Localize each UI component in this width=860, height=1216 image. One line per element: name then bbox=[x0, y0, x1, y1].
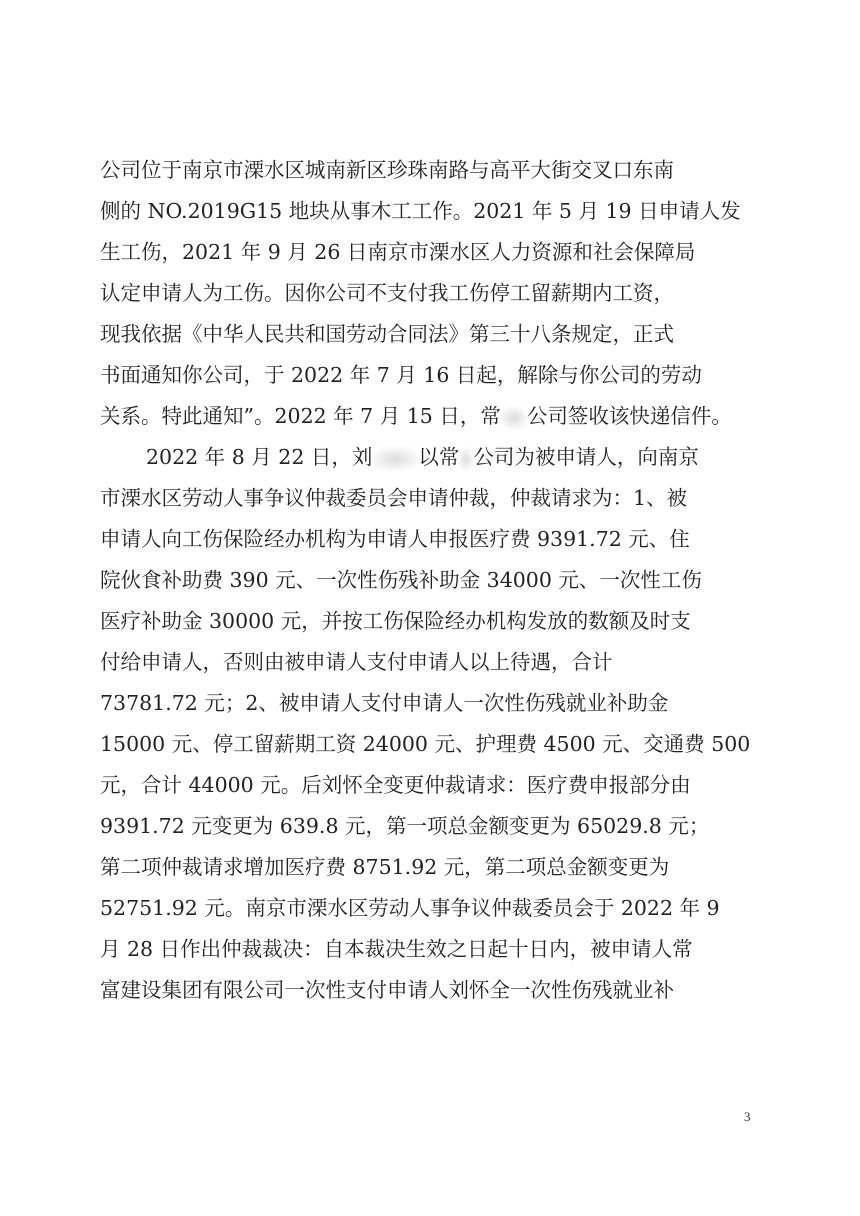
body-line-9: 市溧水区劳动人事争议仲裁委员会申请仲裁，仲裁请求为：1、被 bbox=[100, 486, 688, 510]
line8-text-a: 2022 年 8 月 22 日，刘 bbox=[146, 445, 373, 469]
body-line-4: 认定申请人为工伤。因你公司不支付我工伤停工留薪期内工资， bbox=[100, 281, 674, 305]
body-line-16: 元，合计 44000 元。后刘怀全变更仲裁请求：医疗费申报部分由 bbox=[100, 773, 691, 797]
body-line-5: 现我依据《中华人民共和国劳动合同法》第三十八条规定，正式 bbox=[100, 322, 674, 346]
body-line-20: 月 28 日作出仲裁裁决：自本裁决生效之日起十日内，被申请人常 bbox=[100, 937, 693, 961]
body-line-15: 15000 元、停工留薪期工资 24000 元、护理费 4500 元、交通费 500 bbox=[100, 732, 751, 756]
line7-text-b: 公司签收该快递信件。 bbox=[526, 404, 732, 428]
body-line-6: 书面通知你公司，于 2022 年 7 月 16 日起，解除与你公司的劳动 bbox=[100, 363, 702, 387]
body-line-10: 申请人向工伤保险经办机构为申请人申报医疗费 9391.72 元、住 bbox=[100, 527, 690, 551]
line7-text-a: 关系。特此通知”。2022 年 7 月 15 日，常 bbox=[100, 404, 501, 428]
page-number: 3 bbox=[744, 1109, 751, 1124]
redaction-blur bbox=[459, 448, 473, 470]
paragraph-2-first-line bbox=[146, 439, 699, 475]
body-line-21: 富建设集团有限公司一次性支付申请人刘怀全一次性伤残就业补 bbox=[100, 978, 674, 1002]
body-line-13: 付给申请人，否则由被申请人支付申请人以上待遇，合计 bbox=[100, 650, 613, 674]
body-line-7 bbox=[100, 398, 732, 434]
body-line-17: 9391.72 元变更为 639.8 元，第一项总金额变更为 65029.8 元； bbox=[100, 814, 710, 838]
redaction-blur bbox=[372, 448, 418, 470]
body-line-19: 52751.92 元。南京市溧水区劳动人事争议仲裁委员会于 2022 年 9 bbox=[100, 896, 720, 920]
redaction-blur bbox=[501, 407, 527, 429]
body-line-3: 生工伤，2021 年 9 月 26 日南京市溧水区人力资源和社会保障局 bbox=[100, 240, 696, 264]
body-line-18: 第二项仲裁请求增加医疗费 8751.92 元，第二项总金额变更为 bbox=[100, 855, 670, 879]
body-line-1: 公司位于南京市溧水区城南新区珍珠南路与高平大街交叉口东南 bbox=[100, 158, 674, 182]
line8-text-b: 以常 bbox=[418, 445, 460, 469]
body-line-12: 医疗补助金 30000 元，并按工伤保险经办机构发放的数额及时支 bbox=[100, 609, 691, 633]
line8-text-c: 公司为被申请人，向南京 bbox=[473, 445, 699, 469]
body-line-11: 院伙食补助费 390 元、一次性伤残补助金 34000 元、一次性工伤 bbox=[100, 568, 702, 592]
body-line-14: 73781.72 元；2、被申请人支付申请人一次性伤残就业补助金 bbox=[100, 691, 669, 715]
body-line-2: 侧的 NO.2019G15 地块从事木工工作。2021 年 5 月 19 日申请人发 bbox=[100, 199, 741, 223]
